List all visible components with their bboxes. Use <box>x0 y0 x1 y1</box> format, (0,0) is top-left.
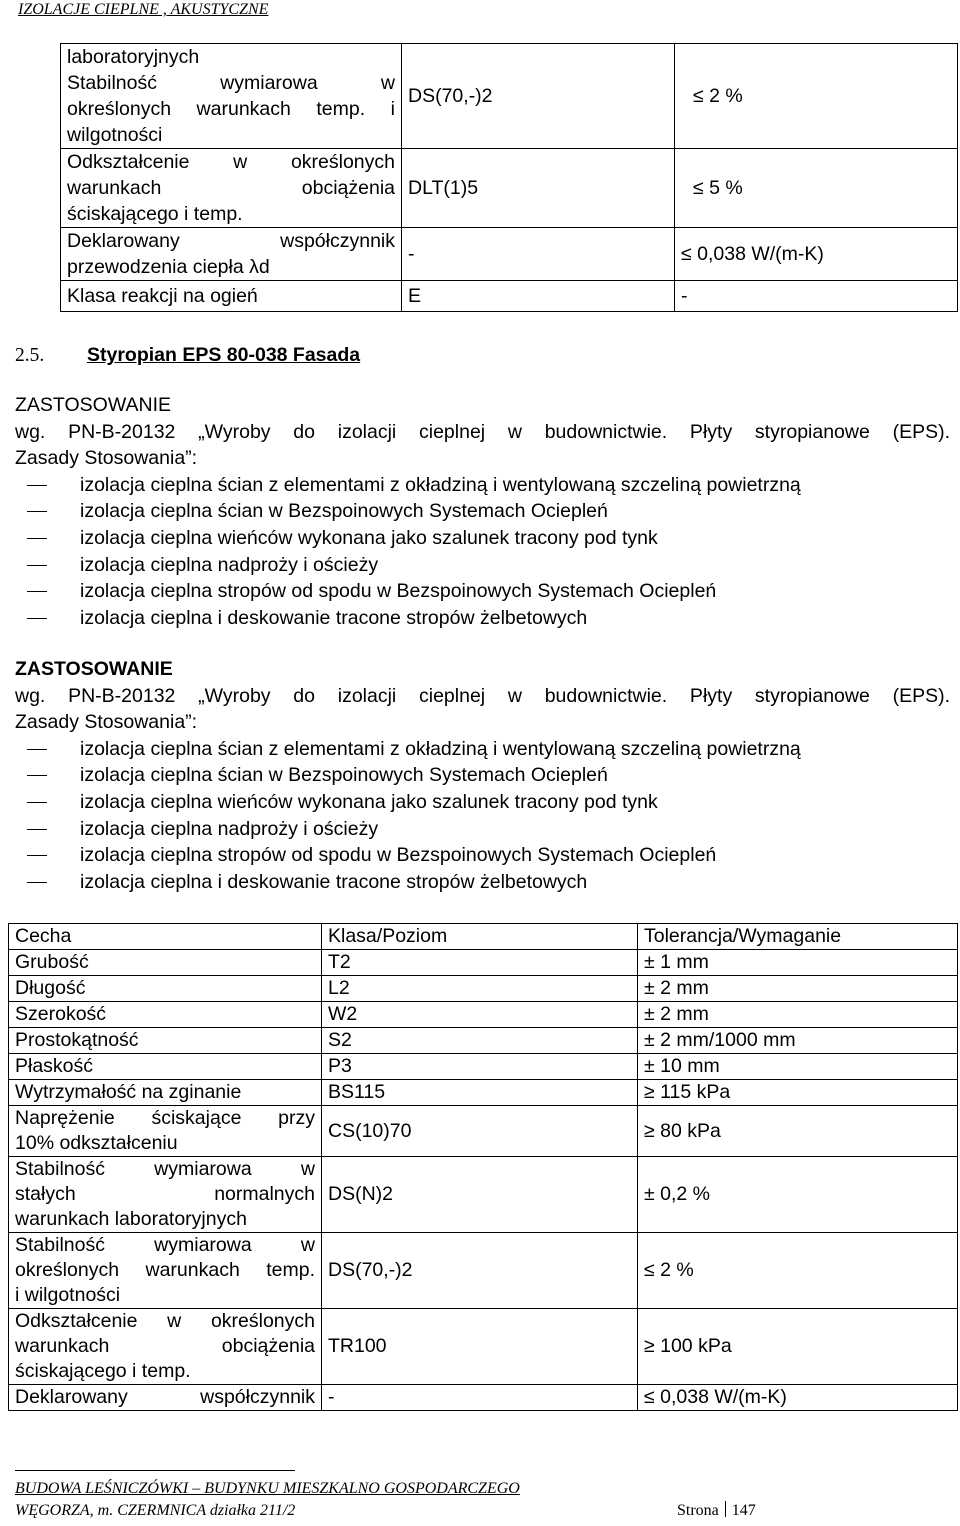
usage-rules: Zasady Stosowania”: <box>15 711 198 734</box>
usage-rules: Zasady Stosowania”: <box>15 447 198 470</box>
dash-bullet-icon <box>27 485 47 486</box>
list-item <box>15 869 950 896</box>
cell-line: ściskającego i temp. <box>67 203 243 225</box>
cell-line: laboratoryjnych <box>67 46 200 68</box>
cell-cecha <box>9 1002 322 1028</box>
cell-cecha <box>9 1385 322 1411</box>
cell-cecha <box>9 1054 322 1080</box>
cell-tolerancja: - <box>675 281 958 312</box>
cell-cecha <box>61 228 402 281</box>
cell-line: Szerokość <box>15 1003 107 1025</box>
column-header: Tolerancja/Wymaganie <box>638 924 958 950</box>
table-row <box>9 1106 958 1157</box>
cell-line: określonych warunkach temp. i <box>67 98 395 120</box>
cell-line: Stabilność wymiarowa w <box>15 1234 315 1256</box>
usage-heading: ZASTOSOWANIE <box>15 658 173 680</box>
usage-list <box>15 736 950 896</box>
cell-line: Naprężenie ściskające przy <box>15 1107 315 1129</box>
cell-line: przewodzenia ciepła λd <box>67 256 270 278</box>
list-item-text: izolacja cieplna ścian z elementami z okładziną i wentylowaną szczeliną powietrzną <box>80 737 801 760</box>
list-item-text: izolacja cieplna ścian w Bezspoinowych Systemach Ociepleń <box>80 500 608 523</box>
dash-bullet-icon <box>27 618 47 619</box>
cell-tolerancja: ± 1 mm <box>638 950 958 976</box>
cell-cecha <box>9 1233 322 1309</box>
cell-tolerancja: ≤ 0,038 W/(m-K) <box>638 1385 958 1411</box>
cell-line: określonych warunkach temp. <box>15 1259 315 1281</box>
table-row <box>9 1002 958 1028</box>
list-item <box>15 816 950 843</box>
cell-klasa: E <box>402 281 675 312</box>
table-row <box>9 976 958 1002</box>
cell-tolerancja: ≥ 115 kPa <box>638 1080 958 1106</box>
usage-block-2 <box>15 656 950 895</box>
dash-bullet-icon <box>27 565 47 566</box>
list-item <box>15 789 950 816</box>
cell-tolerancja: ± 2 mm <box>638 976 958 1002</box>
cell-line: warunkach obciążenia <box>67 177 395 199</box>
cell-cecha <box>9 1106 322 1157</box>
page-number: 147 <box>731 1502 756 1519</box>
table-row <box>61 228 958 281</box>
dash-bullet-icon <box>27 749 47 750</box>
cell-line: Płaskość <box>15 1055 94 1077</box>
cell-tolerancja: ± 2 mm <box>638 1002 958 1028</box>
list-item-text: izolacja cieplna i deskowanie tracone stropów żelbetowych <box>80 870 588 893</box>
list-item-text: izolacja cieplna nadproży i ościeży <box>80 817 379 840</box>
table-row <box>9 1054 958 1080</box>
list-item <box>15 552 950 579</box>
cell-klasa: DS(N)2 <box>322 1157 638 1233</box>
list-item <box>15 525 950 552</box>
dash-bullet-icon <box>27 882 47 883</box>
usage-norm: wg. PN-B-20132 „Wyroby do izolacji cieplnej w budownictwie. Płyty styropianowe (EPS). <box>15 420 950 443</box>
cell-klasa: DLT(1)5 <box>402 149 675 228</box>
table-row <box>9 1309 958 1385</box>
dash-bullet-icon <box>27 591 47 592</box>
list-item-text: izolacja cieplna i deskowanie tracone stropów żelbetowych <box>80 606 588 629</box>
cell-cecha <box>9 1157 322 1233</box>
dash-bullet-icon <box>27 855 47 856</box>
page-number-label <box>677 1500 756 1522</box>
cell-tolerancja: ± 10 mm <box>638 1054 958 1080</box>
cell-cecha <box>61 44 402 149</box>
dash-bullet-icon <box>27 511 47 512</box>
cell-line: wilgotności <box>67 124 163 146</box>
list-item-text: izolacja cieplna stropów od spodu w Bezspoinowych Systemach Ociepleń <box>80 844 717 867</box>
dash-bullet-icon <box>27 775 47 776</box>
cell-line: Deklarowany współczynnik <box>67 230 395 252</box>
cell-klasa: - <box>402 228 675 281</box>
cell-line: Długość <box>15 977 86 999</box>
table-row <box>61 149 958 228</box>
list-item <box>15 736 950 763</box>
cell-tolerancja: ± 2 mm/1000 mm <box>638 1028 958 1054</box>
cell-klasa: - <box>322 1385 638 1411</box>
usage-heading: ZASTOSOWANIE <box>15 394 172 416</box>
list-item <box>15 605 950 632</box>
list-item-text: izolacja cieplna ścian z elementami z okładziną i wentylowaną szczeliną powietrzną <box>80 473 801 496</box>
cell-tolerancja: ≥ 100 kPa <box>638 1309 958 1385</box>
cell-tolerancja: ≤ 5 % <box>675 149 958 228</box>
cell-tolerancja: ≤ 2 % <box>675 44 958 149</box>
cell-cecha <box>9 1309 322 1385</box>
cell-line: i wilgotności <box>15 1284 121 1306</box>
cell-cecha <box>61 149 402 228</box>
footer-project: BUDOWA LEŚNICZÓWKI – BUDYNKU MIESZKALNO GOSPODARCZEGO <box>15 1480 520 1497</box>
top-spec-table <box>60 43 958 312</box>
cell-tolerancja: ± 0,2 % <box>638 1157 958 1233</box>
usage-block-1 <box>15 392 950 631</box>
list-item <box>15 472 950 499</box>
column-header: Cecha <box>9 924 322 950</box>
cell-klasa: CS(10)70 <box>322 1106 638 1157</box>
cell-line: Grubość <box>15 951 89 973</box>
cell-klasa: L2 <box>322 976 638 1002</box>
cell-line: Odkształcenie w określonych <box>15 1310 315 1332</box>
cell-cecha <box>9 1028 322 1054</box>
table-row <box>61 281 958 312</box>
cell-line: Klasa reakcji na ogień <box>67 285 258 307</box>
cell-klasa: BS115 <box>322 1080 638 1106</box>
footer-location: WĘGORZA, m. CZERMNICA działka 211/2 <box>15 1502 296 1519</box>
cell-line: Odkształcenie w określonych <box>67 151 395 173</box>
table-row <box>9 950 958 976</box>
cell-cecha <box>9 976 322 1002</box>
list-item <box>15 578 950 605</box>
list-item-text: izolacja cieplna stropów od spodu w Bezspoinowych Systemach Ociepleń <box>80 580 717 603</box>
cell-line: warunkach laboratoryjnych <box>15 1208 247 1230</box>
cell-tolerancja: ≤ 2 % <box>638 1233 958 1309</box>
footer-rule <box>15 1470 295 1471</box>
list-item <box>15 842 950 869</box>
cell-tolerancja: ≤ 0,038 W/(m-K) <box>675 228 958 281</box>
page-footer <box>15 1478 795 1522</box>
cell-tolerancja: ≥ 80 kPa <box>638 1106 958 1157</box>
cell-cecha <box>9 1080 322 1106</box>
dash-bullet-icon <box>27 829 47 830</box>
cell-line: ściskającego i temp. <box>15 1360 191 1382</box>
spec-table <box>8 923 958 1411</box>
table-row <box>9 1080 958 1106</box>
list-item-text: izolacja cieplna nadproży i ościeży <box>80 553 379 576</box>
cell-klasa: P3 <box>322 1054 638 1080</box>
usage-list <box>15 472 950 632</box>
table-row <box>9 1385 958 1411</box>
list-item-text: izolacja cieplna wieńców wykonana jako szalunek tracony pod tynk <box>80 790 658 813</box>
section-number: 2.5. <box>15 345 45 366</box>
dash-bullet-icon <box>27 538 47 539</box>
cell-line: Prostokątność <box>15 1029 139 1051</box>
cell-klasa: T2 <box>322 950 638 976</box>
list-item <box>15 498 950 525</box>
cell-klasa: DS(70,-)2 <box>322 1233 638 1309</box>
cell-line: stałych normalnych <box>15 1183 315 1205</box>
cell-cecha <box>61 281 402 312</box>
section-title: Styropian EPS 80-038 Fasada <box>87 344 361 366</box>
cell-line: 10% odkształceniu <box>15 1132 178 1154</box>
cell-line: Stabilność wymiarowa w <box>67 72 395 94</box>
table-row <box>9 1028 958 1054</box>
cell-line: Stabilność wymiarowa w <box>15 1158 315 1180</box>
cell-line: Deklarowany współczynnik <box>15 1386 315 1408</box>
cell-line: warunkach obciążenia <box>15 1335 315 1357</box>
table-row <box>9 1233 958 1309</box>
cell-klasa: DS(70,-)2 <box>402 44 675 149</box>
list-item <box>15 762 950 789</box>
cell-klasa: S2 <box>322 1028 638 1054</box>
list-item-text: izolacja cieplna ścian w Bezspoinowych Systemach Ociepleń <box>80 764 608 787</box>
dash-bullet-icon <box>27 802 47 803</box>
page-header: IZOLACJE CIEPLNE , AKUSTYCZNE <box>18 1 269 18</box>
list-item-text: izolacja cieplna wieńców wykonana jako szalunek tracony pod tynk <box>80 526 658 549</box>
section-heading <box>15 342 360 369</box>
cell-line: Wytrzymałość na zginanie <box>15 1081 242 1103</box>
table-header-row <box>9 924 958 950</box>
table-row <box>61 44 958 149</box>
cell-klasa: TR100 <box>322 1309 638 1385</box>
column-header: Klasa/Poziom <box>322 924 638 950</box>
cell-klasa: W2 <box>322 1002 638 1028</box>
table-row <box>9 1157 958 1233</box>
page-label: Strona <box>677 1502 719 1519</box>
usage-norm: wg. PN-B-20132 „Wyroby do izolacji cieplnej w budownictwie. Płyty styropianowe (EPS). <box>15 684 950 707</box>
cell-cecha <box>9 950 322 976</box>
